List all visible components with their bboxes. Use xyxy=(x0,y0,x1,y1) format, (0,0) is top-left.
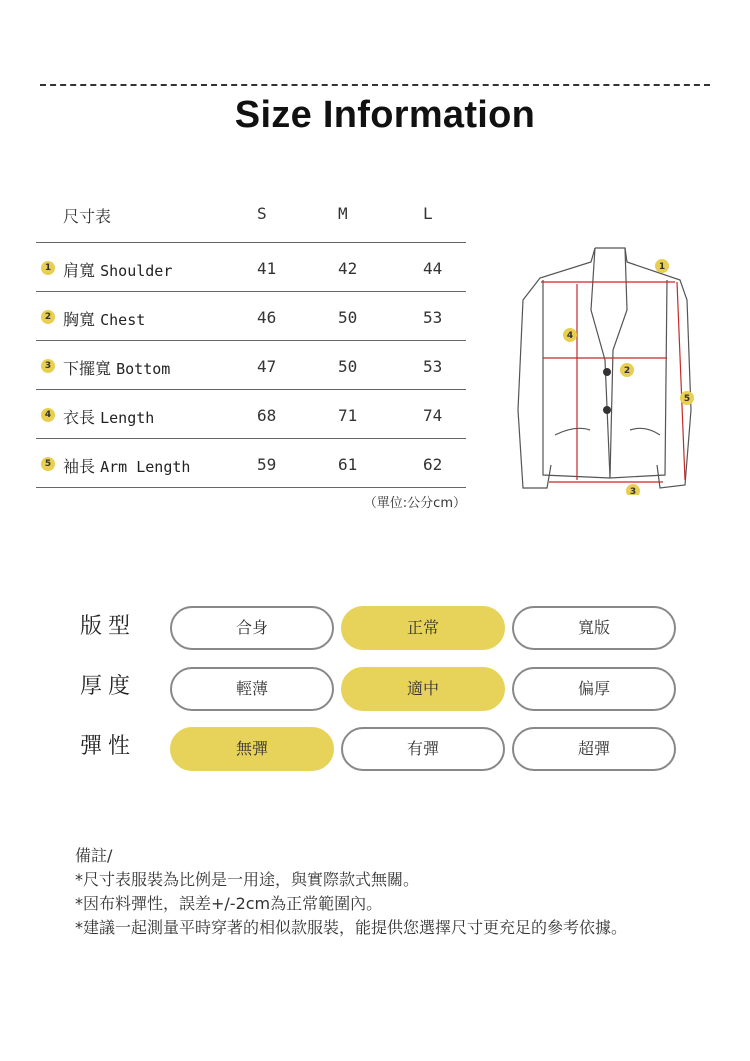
cell-l: 74 xyxy=(423,406,443,425)
option-elasticity-some: 有彈 xyxy=(341,727,505,771)
option-thickness-thin: 輕薄 xyxy=(170,667,334,711)
option-fit-slim: 合身 xyxy=(170,606,334,650)
page-title: Size Information xyxy=(234,94,536,136)
sleeve-measure-line xyxy=(677,282,685,480)
row-number-badge: 4 xyxy=(41,408,55,422)
cell-s: 41 xyxy=(257,259,277,278)
row-label-en: Shoulder xyxy=(100,262,173,280)
marker-2: 2 xyxy=(623,366,631,376)
table-row xyxy=(36,390,466,439)
cell-s: 46 xyxy=(257,308,277,327)
marker-1: 1 xyxy=(658,262,666,272)
row-label-en: Length xyxy=(100,409,155,427)
notes-section xyxy=(75,844,627,940)
table-row xyxy=(36,243,466,292)
marker-4: 4 xyxy=(566,331,574,341)
cell-m: 71 xyxy=(338,406,358,425)
cell-m: 61 xyxy=(338,455,358,474)
table-row xyxy=(36,341,466,390)
option-elasticity-high: 超彈 xyxy=(512,727,676,771)
row-label-zh: 肩寬 xyxy=(63,261,96,280)
row-label-zh: 袖長 xyxy=(63,457,96,476)
attr-label-elasticity: 彈性 xyxy=(80,734,137,759)
row-label-zh: 下擺寬 xyxy=(63,359,112,378)
header-size-l: L xyxy=(423,204,433,223)
size-table xyxy=(36,196,466,488)
jacket-diagram xyxy=(515,240,695,495)
table-header xyxy=(36,196,466,243)
marker-3: 3 xyxy=(629,487,637,495)
left-pocket xyxy=(555,428,590,435)
row-label xyxy=(63,454,190,477)
option-fit-regular: 正常 xyxy=(341,606,505,650)
note-line: *因布料彈性，誤差+/-2cm為正常範圍內。 xyxy=(75,894,383,913)
table-row xyxy=(36,292,466,341)
note-line: *建議一起測量平時穿著的相似款服裝，能提供您選擇尺寸更充足的參考依據。 xyxy=(75,918,628,937)
jacket-button xyxy=(603,368,611,376)
option-fit-loose: 寬版 xyxy=(512,606,676,650)
option-thickness-medium: 適中 xyxy=(341,667,505,711)
header-name: 尺寸表 xyxy=(63,207,112,226)
option-elasticity-none: 無彈 xyxy=(170,727,334,771)
row-label xyxy=(63,405,154,428)
cell-l: 44 xyxy=(423,259,443,278)
cell-m: 50 xyxy=(338,357,358,376)
dashed-divider xyxy=(40,84,710,86)
cell-s: 68 xyxy=(257,406,277,425)
row-label-en: Arm Length xyxy=(100,458,191,476)
row-label-zh: 胸寬 xyxy=(63,310,96,329)
row-number-badge: 2 xyxy=(41,310,55,324)
cell-m: 50 xyxy=(338,308,358,327)
attr-label-fit: 版型 xyxy=(80,614,137,639)
row-label xyxy=(63,307,145,330)
right-pocket xyxy=(630,428,660,435)
notes-heading: 備註/ xyxy=(75,846,113,865)
cell-l: 53 xyxy=(423,308,443,327)
jacket-body-outline xyxy=(543,280,667,478)
table-row xyxy=(36,439,466,488)
row-number-badge: 3 xyxy=(41,359,55,373)
row-label-en: Bottom xyxy=(116,360,171,378)
option-thickness-thick: 偏厚 xyxy=(512,667,676,711)
header-size-m: M xyxy=(338,204,348,223)
row-number-badge: 5 xyxy=(41,457,55,471)
row-label xyxy=(63,356,170,379)
cell-l: 62 xyxy=(423,455,443,474)
jacket-button xyxy=(603,406,611,414)
row-label xyxy=(63,258,172,281)
cell-m: 42 xyxy=(338,259,358,278)
row-number-badge: 1 xyxy=(41,261,55,275)
unit-note: （單位:公分cm） xyxy=(363,496,466,511)
row-label-zh: 衣長 xyxy=(63,408,96,427)
row-label-en: Chest xyxy=(100,311,146,329)
cell-s: 59 xyxy=(257,455,277,474)
cell-s: 47 xyxy=(257,357,277,376)
note-line: *尺寸表服裝為比例是一用途，與實際款式無關。 xyxy=(75,870,420,889)
marker-5: 5 xyxy=(683,394,691,404)
cell-l: 53 xyxy=(423,357,443,376)
jacket-left-outline xyxy=(518,248,595,488)
header-size-s: S xyxy=(257,204,267,223)
attr-label-thickness: 厚度 xyxy=(80,674,137,699)
